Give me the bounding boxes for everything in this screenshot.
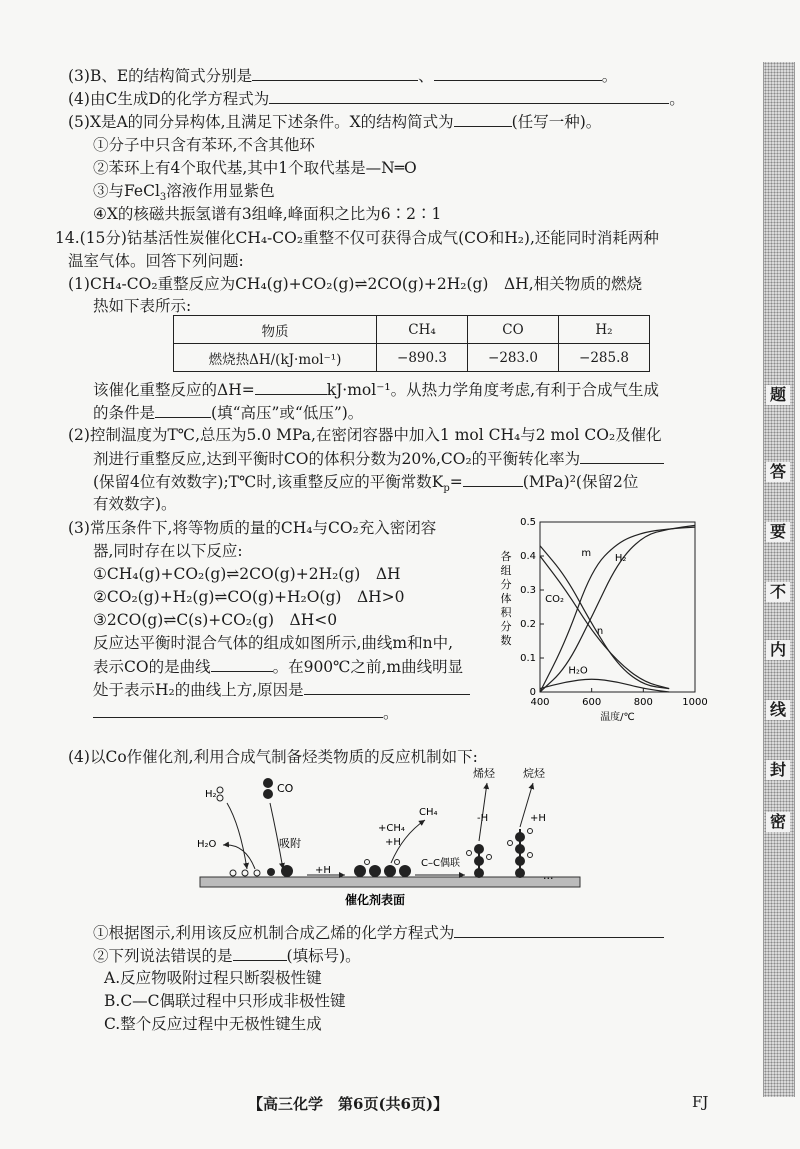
label-plus-h-b: +H	[385, 837, 401, 848]
q14-p3-reaction3: ③2CO(g)⇌C(s)+CO₂(g) ΔH<0	[93, 611, 338, 629]
q14-p2-line3: (保留4位有效数字);T℃时,该重整反应的平衡常数$K_p= (MPa)^2$(保留2位	[93, 470, 638, 500]
co-c-atom-icon	[263, 778, 273, 788]
q13-cond2: ②苯环上有4个取代基,其中1个取代基是—N═O	[93, 159, 417, 177]
arrow-h2-adsorb	[227, 803, 247, 869]
series-line-H₂	[540, 525, 695, 692]
label-plus-ch4: +CH₄	[378, 823, 405, 834]
q13-cond1: ①分子中只含有苯环,不含其他环	[93, 136, 315, 154]
series-label: H₂O	[568, 665, 588, 677]
seal-char-2: 答	[766, 462, 790, 482]
q14-p4-q2: ②下列说法错误的是 (填标号)。	[93, 944, 361, 967]
q14-p3-line7: 表示CO的是曲线 。在900℃之前,m曲线明显	[93, 655, 463, 678]
series-label: H₂	[614, 553, 627, 565]
combustion-heat-table	[173, 315, 650, 372]
q14-p3-line6: 反应达平衡时混合气体的组成如图所示,曲线m和n中,	[93, 634, 454, 652]
y-tick-label: 0.4	[520, 551, 536, 562]
x-tick-label: 600	[582, 697, 602, 708]
table-header-substance: 物质	[174, 316, 377, 344]
y-tick-label: 0.1	[520, 653, 536, 664]
y-axis-label-char: 分	[500, 620, 512, 633]
page-footer-title: 【高三化学 第6页(共6页)】	[248, 1095, 449, 1113]
q14-p2-line4: 有效数字)。	[93, 495, 177, 513]
table-row-label: 燃烧热ΔH/(kJ·mol⁻¹)	[174, 344, 377, 372]
y-tick-label: 0.3	[520, 585, 536, 596]
h2-molecule-icon-b	[217, 795, 223, 801]
series-label: m	[581, 548, 592, 559]
label-dots: ...	[543, 869, 554, 882]
seal-char-8: 密	[766, 812, 790, 832]
label-plus-h-c: +H	[530, 813, 546, 824]
y-axis-label-char: 各	[500, 550, 512, 563]
plot-frame	[540, 522, 695, 692]
q14-p2-line2: 剂进行重整反应,达到平衡时CO的体积分数为20%,CO₂的平衡转化率为	[93, 447, 664, 470]
label-alkane: 烷烃	[523, 767, 545, 780]
q13-part5: (5)X是A的同分异构体,且满足下述条件。X的结构简式为 (任写一种)。	[68, 110, 601, 133]
seal-char-4: 不	[766, 582, 790, 602]
q13-cond3: ③与FeCl$_3$溶液作用显紫色	[93, 182, 275, 204]
y-tick-label: 0.2	[520, 619, 536, 630]
option-a: A.反应物吸附过程只断裂极性键	[104, 969, 322, 987]
x-tick-label: 1000	[682, 697, 708, 708]
label-h2: H₂	[205, 789, 217, 800]
x-tick-label: 400	[530, 697, 550, 708]
option-b: B.C—C偶联过程中只形成非极性键	[104, 992, 346, 1010]
equilibrium-composition-chart	[495, 512, 735, 727]
q14-p2-line1: (2)控制温度为T℃,总压为5.0 MPa,在密闭容器中加入1 mol CH₄与2 mol CO₂及催化	[68, 426, 662, 444]
table-cell-co: −283.0	[468, 344, 559, 372]
seal-line-strip	[763, 62, 795, 1097]
series-label: CO₂	[545, 593, 565, 605]
q14-p4-q1: ①根据图示,利用该反应机制合成乙烯的化学方程式为	[93, 921, 664, 944]
page-footer-code: FJ	[692, 1093, 709, 1111]
q14-p3-line8: 处于表示H₂的曲线上方,原因是	[93, 678, 470, 701]
q14-intro-1: 14.(15分)钴基活性炭催化CH₄-CO₂重整不仅可获得合成气(CO和H₂),还能同时消耗两种	[55, 229, 659, 247]
label-plus-h-a: +H	[315, 865, 331, 876]
arrow-alkene	[479, 783, 487, 841]
seal-char-1: 题	[766, 385, 790, 405]
series-line-n	[540, 546, 669, 689]
y-axis-label-char: 体	[500, 592, 512, 605]
y-axis-label-char: 组	[500, 564, 512, 577]
label-h2o: H₂O	[197, 839, 217, 850]
h2-molecule-icon	[217, 787, 223, 793]
carbon-chain-2	[508, 829, 533, 879]
y-axis-label-char: 数	[500, 634, 512, 647]
q14-p1-line4: 的条件是 (填“高压”或“低压”)。	[93, 401, 363, 424]
series-label: n	[596, 626, 604, 638]
table-header-h2: H₂	[559, 316, 650, 344]
q14-p1-line1: (1)CH₄-CO₂重整反应为CH₄(g)+CO₂(g)⇌2CO(g)+2H₂(g) ΔH,相关物质的燃烧	[68, 275, 643, 293]
arrow-h2o-release	[223, 845, 255, 869]
seal-char-5: 内	[766, 640, 790, 660]
q14-p3-line1: (3)常压条件下,将等物质的量的CH₄与CO₂充入密闭容	[68, 519, 437, 537]
table-cell-ch4: −890.3	[377, 344, 468, 372]
arrow-co-adsorb	[270, 803, 283, 869]
series-line-m	[540, 527, 695, 692]
catalyst-surface	[200, 877, 580, 887]
x-axis-label: 温度/℃	[600, 712, 635, 723]
seal-char-7: 封	[766, 760, 790, 780]
label-adsorb: 吸附	[279, 837, 301, 850]
q14-p1-line3: 该催化重整反应的ΔH= kJ·mol⁻¹。从热力学角度考虑,有利于合成气生成	[93, 378, 659, 401]
label-alkene: 烯烃	[473, 767, 495, 780]
q13-part3: (3)B、E的结构简式分别是 、 。	[68, 64, 617, 87]
co-o-atom-icon	[263, 789, 273, 799]
series-line-CO₂	[540, 556, 669, 689]
surface-label: 催化剂表面	[345, 893, 406, 907]
carbon-chain-1	[467, 844, 492, 878]
q14-p3-reaction2: ②CO₂(g)+H₂(g)⇌CO(g)+H₂O(g) ΔH>0	[93, 588, 405, 606]
y-tick-label: 0	[529, 687, 536, 698]
q14-p4-line1: (4)以Co作催化剂,利用合成气制备烃类物质的反应机制如下:	[68, 748, 478, 766]
table-header-co: CO	[468, 316, 559, 344]
x-tick-label: 800	[633, 697, 653, 708]
q14-p1-line2: 热如下表所示:	[93, 297, 192, 315]
label-minus-h: -H	[477, 813, 489, 824]
q14-p3-line2: 器,同时存在以下反应:	[93, 542, 243, 560]
adsorbed-species	[230, 865, 293, 877]
y-axis-label-char: 分	[500, 578, 512, 591]
mechanism-diagram	[195, 765, 595, 910]
seal-char-3: 要	[766, 522, 790, 542]
label-coupling: C–C偶联	[421, 858, 460, 869]
seal-char-6: 线	[766, 700, 790, 720]
q14-intro-2: 温室气体。回答下列问题:	[68, 252, 244, 270]
table-cell-h2: −285.8	[559, 344, 650, 372]
q13-cond4: ④X的核磁共振氢谱有3组峰,峰面积之比为6∶2∶1	[93, 205, 442, 223]
q14-p3-reaction1: ①CH₄(g)+CO₂(g)⇌2CO(g)+2H₂(g) ΔH	[93, 565, 401, 583]
label-ch4: CH₄	[419, 807, 438, 818]
ch-species	[354, 860, 411, 878]
q14-p3-line9: 。	[93, 701, 399, 724]
table-header-ch4: CH₄	[377, 316, 468, 344]
y-axis-label-char: 积	[500, 606, 512, 619]
q13-part4: (4)由C生成D的化学方程式为 。	[68, 87, 685, 110]
option-c: C.整个反应过程中无极性键生成	[104, 1015, 322, 1033]
y-tick-label: 0.5	[520, 517, 536, 528]
label-co: CO	[277, 782, 294, 795]
